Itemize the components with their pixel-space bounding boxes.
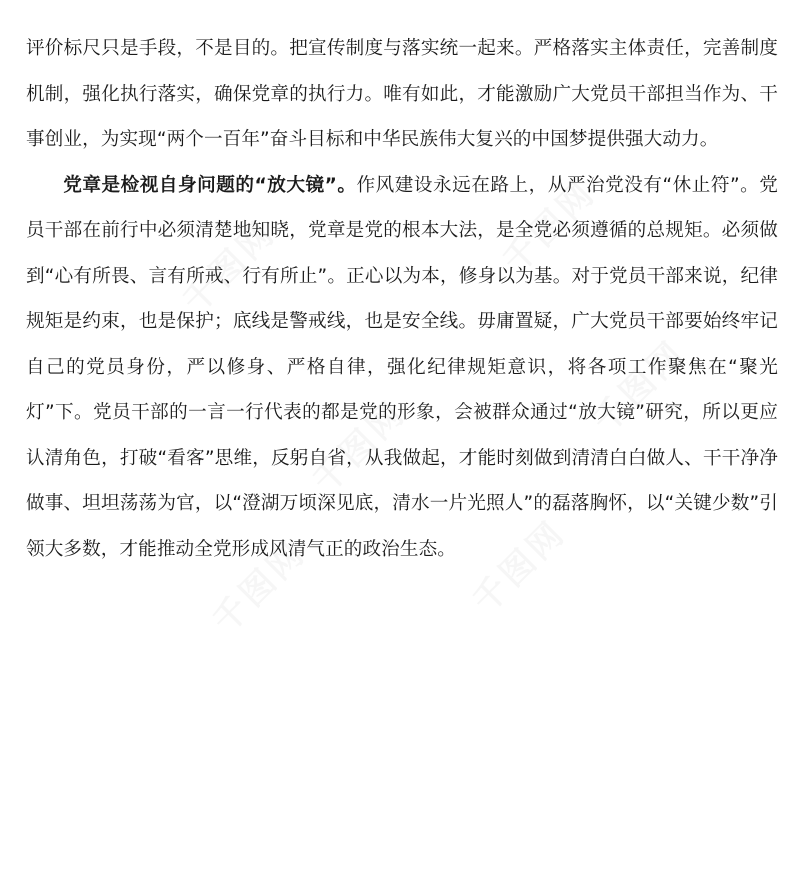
document-body bbox=[26, 26, 778, 572]
paragraph-party-constitution bbox=[26, 163, 778, 573]
paragraph-text: 评价标尺只是手段，不是目的。把宣传制度与落实统一起来。严格落实主体责任，完善制度机制，强化执行落实，确保党章的执行力。唯有如此，才能激励广大党员干部担当作为、干事创业，为实现“两个一百年”奋斗目标和中华民族伟大复兴的中国梦提供强大动力。 bbox=[26, 38, 778, 150]
paragraph-lead-heading: 党章是检视自身问题的“放大镜”。 bbox=[63, 174, 357, 196]
paragraph-continuation bbox=[26, 26, 778, 163]
paragraph-text: 作风建设永远在路上，从严治党没有“休止符”。党员干部在前行中必须清楚地知晓，党章是党的根本大法，是全党必须遵循的总规矩。必须做到“心有所畏、言有所戒、行有所止”。正心以为本，修身以为基。对于党员干部来说，纪律规矩是约束，也是保护；底线是警戒线，也是安全线。毋庸置疑，广大党员干部要始终牢记自己的党员身份，严以修身、严格自律，强化纪律规矩意识，将各项工作聚焦在“聚光灯”下。党员干部的一言一行代表的都是党的形象，会被群众通过“放大镜”研究，所以更应认清角色，打破“看客”思维，反躬自省，从我做起，才能时刻做到清清白白做人、干干净净做事、坦坦荡荡为官，以“澄湖万顷深见底，清水一片光照人”的磊落胸怀，以“关键少数”引领大多数，才能推动全党形成风清气正的政治生态。 bbox=[26, 174, 778, 560]
